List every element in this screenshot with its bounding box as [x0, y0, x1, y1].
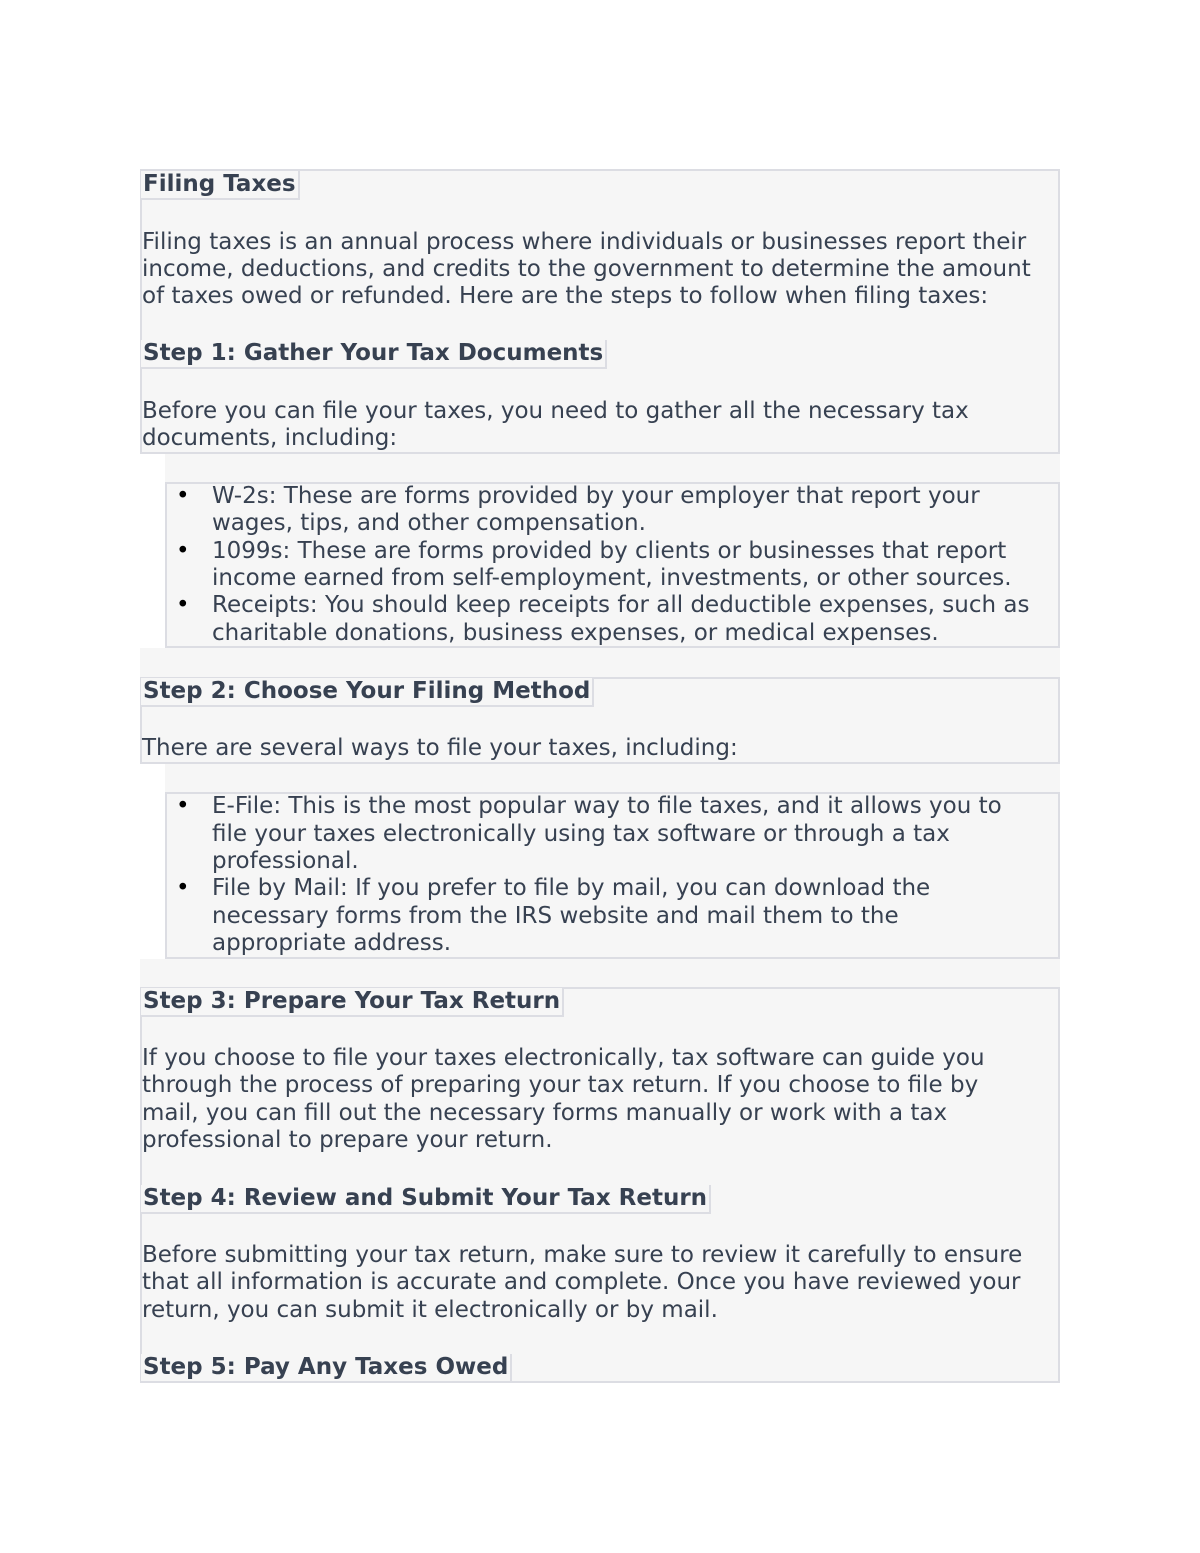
step4-body-line: return, you can submit it electronically or by mail. [142, 1297, 718, 1323]
step1-body-line: documents, including: [142, 425, 398, 451]
list-item-line: E-File: This is the most popular way to file taxes, and it allows you to [212, 793, 1002, 819]
intro-line: income, deductions, and credits to the government to determine the amount [142, 256, 1031, 282]
list-item-line: File by Mail: If you prefer to file by mail, you can download the [212, 875, 931, 901]
list-item-line: 1099s: These are forms provided by clients or businesses that report [212, 538, 1007, 564]
step4-body-line: Before submitting your tax return, make sure to review it carefully to ensure [142, 1242, 1023, 1268]
step4-heading: Step 4: Review and Submit Your Tax Return [141, 1185, 711, 1214]
bullet-icon: • [176, 538, 190, 564]
step3-body-line: through the process of preparing your tax return. If you choose to file by [142, 1072, 979, 1098]
list-item-line: file your taxes electronically using tax software or through a tax [212, 821, 950, 847]
spacer-stripe [165, 764, 1060, 792]
spacer-stripe [140, 959, 1060, 987]
page-title: Filing Taxes [141, 171, 300, 200]
step1-body-line: Before you can file your taxes, you need to gather all the necessary tax [142, 398, 969, 424]
step3-body-line: mail, you can fill out the necessary forms manually or work with a tax [142, 1100, 948, 1126]
list-item-line: W-2s: These are forms provided by your employer that report your [212, 483, 980, 509]
bullet-icon: • [176, 875, 190, 901]
step5-heading: Step 5: Pay Any Taxes Owed [141, 1354, 512, 1383]
step2-heading: Step 2: Choose Your Filing Method [141, 678, 594, 707]
list-item-line: professional. [212, 848, 359, 874]
list-item-line: wages, tips, and other compensation. [212, 510, 646, 536]
intro-line: of taxes owed or refunded. Here are the steps to follow when filing taxes: [142, 283, 989, 309]
list-item-line: charitable donations, business expenses, or medical expenses. [212, 620, 939, 646]
intro-line: Filing taxes is an annual process where individuals or businesses report their [142, 229, 1027, 255]
spacer-stripe [140, 648, 1060, 677]
step4-body-line: that all information is accurate and complete. Once you have reviewed your [142, 1269, 1021, 1295]
list-item-line: income earned from self-employment, investments, or other sources. [212, 565, 1012, 591]
bullet-icon: • [176, 483, 190, 509]
step3-body-line: professional to prepare your return. [142, 1127, 553, 1153]
list-item-line: appropriate address. [212, 930, 452, 956]
bullet-icon: • [176, 592, 190, 618]
step3-body-line: If you choose to file your taxes electronically, tax software can guide you [142, 1045, 985, 1071]
step2-body-line: There are several ways to file your taxes, including: [142, 735, 738, 761]
spacer-stripe [165, 454, 1060, 482]
step1-heading: Step 1: Gather Your Tax Documents [141, 340, 607, 369]
bullet-icon: • [176, 793, 190, 819]
list-item-line: Receipts: You should keep receipts for all deductible expenses, such as [212, 592, 1030, 618]
step3-heading: Step 3: Prepare Your Tax Return [141, 988, 564, 1017]
list-item-line: necessary forms from the IRS website and mail them to the [212, 903, 899, 929]
